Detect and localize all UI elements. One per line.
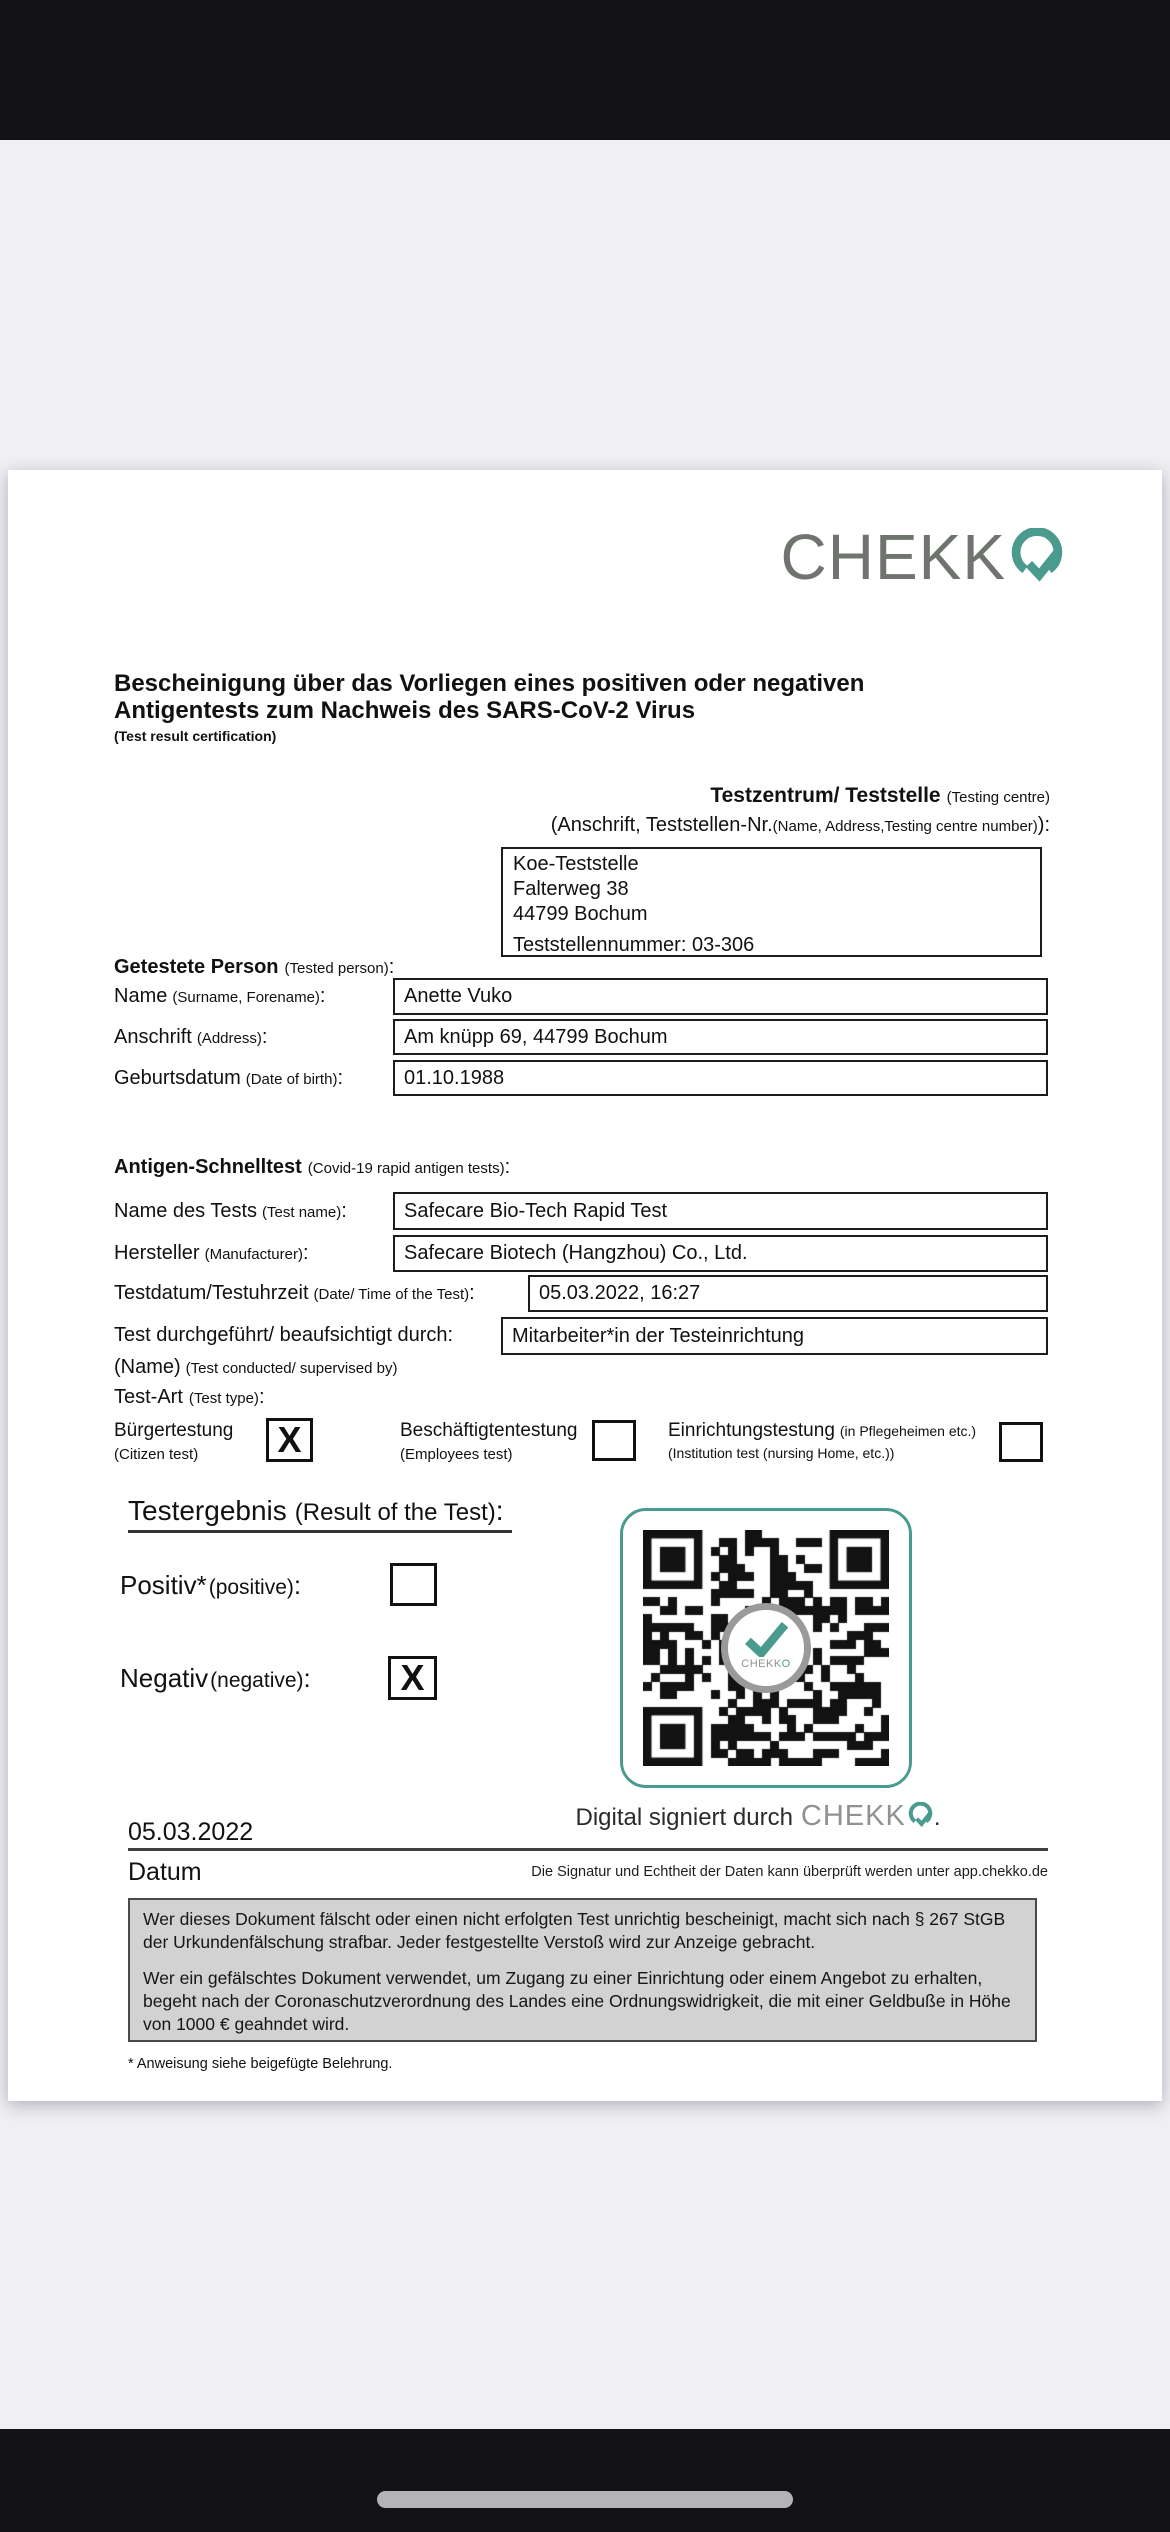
institution-test-label-en: (Institution test (nursing Home, etc.)) xyxy=(668,1445,895,1461)
name-value-box xyxy=(393,978,1048,1015)
signature-date-label: Datum xyxy=(128,1858,202,1886)
certificate-page[interactable] xyxy=(8,470,1162,2101)
citizen-test-label-en: (Citizen test) xyxy=(114,1446,199,1463)
test-type-heading-en: (Test type) xyxy=(188,1390,259,1407)
tested-person-heading-de: Getestete Person xyxy=(114,956,279,978)
label-text: Name des Tests xyxy=(114,1200,258,1222)
test-centre-address-label: (Anschrift, Teststellen-Nr. xyxy=(550,814,773,836)
bottom-bar xyxy=(0,2429,1170,2532)
manufacturer-field-label xyxy=(114,1242,309,1265)
rapid-test-heading-en: (Covid-19 rapid antigen tests) xyxy=(307,1160,505,1177)
negative-label xyxy=(120,1663,311,1694)
checkbox-mark: X xyxy=(277,1419,302,1460)
employees-test-label-en: (Employees test) xyxy=(400,1446,513,1463)
label-text: Testdatum/Testuhrzeit xyxy=(114,1282,309,1304)
tested-person-heading-en: (Tested person) xyxy=(284,960,389,977)
result-heading-colon: : xyxy=(495,1495,504,1526)
title-line-2: Antigentests zum Nachweis des SARS-CoV-2 Virus xyxy=(114,697,696,724)
birthdate-value: 01.10.1988 xyxy=(404,1066,505,1089)
signature-date: 05.03.2022 xyxy=(128,1818,254,1846)
birthdate-field-label xyxy=(114,1067,343,1090)
conducted-by-name-label xyxy=(114,1356,397,1379)
testname-value: Safecare Bio-Tech Rapid Test xyxy=(404,1199,668,1222)
address-value: Am knüpp 69, 44799 Bochum xyxy=(404,1025,668,1048)
tested-person-heading-colon: : xyxy=(388,956,395,978)
label-en: (negative) xyxy=(210,1669,304,1692)
institution-test-checkbox xyxy=(999,1422,1043,1462)
label-text: Einrichtungstestung xyxy=(668,1420,835,1441)
chekko-logo-small-text: CHEKK xyxy=(800,1800,906,1832)
label-colon: : xyxy=(303,1663,311,1693)
test-centre-street: Falterweg 38 xyxy=(513,878,629,900)
tested-person-heading xyxy=(114,956,394,979)
label-en: (Test conducted/ supervised by) xyxy=(185,1360,398,1377)
test-type-heading-colon: : xyxy=(258,1386,265,1408)
manufacturer-value-box xyxy=(393,1235,1048,1272)
footnote: * Anweisung siehe beigefügte Belehrung. xyxy=(128,2056,393,2072)
label-colon: : xyxy=(337,1067,343,1089)
test-centre-address-label-suffix: ): xyxy=(1037,814,1050,836)
institution-test-label xyxy=(668,1420,976,1442)
qr-code-frame xyxy=(620,1508,912,1788)
qr-logo-text: CHEKKO xyxy=(741,1658,791,1670)
signature-rule xyxy=(128,1848,1048,1851)
digital-signature-line xyxy=(458,1800,1058,1833)
test-centre-heading-en: (Testing centre) xyxy=(946,789,1050,806)
conducted-by-value-box xyxy=(501,1317,1048,1355)
rapid-test-heading-de: Antigen-Schnelltest xyxy=(114,1156,302,1178)
test-centre-address-box xyxy=(501,847,1042,957)
address-field-label xyxy=(114,1026,267,1049)
label-en: (Manufacturer) xyxy=(204,1246,303,1263)
positive-checkbox xyxy=(390,1563,437,1606)
conducted-by-value: Mitarbeiter*in der Testeinrichtung xyxy=(512,1324,805,1347)
label-text: Test durchgeführt/ beaufsichtigt durch: xyxy=(114,1324,454,1346)
testname-field-label xyxy=(114,1200,347,1223)
testdate-field-label xyxy=(114,1282,475,1305)
employees-test-checkbox xyxy=(592,1420,636,1461)
test-type-heading-de: Test-Art xyxy=(114,1386,183,1408)
result-heading xyxy=(128,1496,512,1533)
name-value: Anette Vuko xyxy=(404,985,513,1007)
name-field-label xyxy=(114,985,325,1008)
citizen-test-label xyxy=(114,1420,233,1442)
label-text: Negativ xyxy=(120,1663,209,1693)
label-en: (Surname, Forename) xyxy=(172,989,320,1006)
test-centre-name: Koe-Teststelle xyxy=(513,853,639,875)
rapid-test-heading-colon: : xyxy=(504,1156,511,1178)
label-text: (Name) xyxy=(114,1356,181,1378)
birthdate-value-box xyxy=(393,1060,1048,1096)
label-text: Positiv* xyxy=(120,1570,207,1600)
chekko-logo xyxy=(781,522,1067,591)
test-type-heading xyxy=(114,1386,265,1409)
legal-notice-box xyxy=(128,1898,1037,2042)
label-en: (Date/ Time of the Test) xyxy=(313,1286,470,1303)
address-value-box xyxy=(393,1019,1048,1055)
manufacturer-value: Safecare Biotech (Hangzhou) Co., Ltd. xyxy=(404,1242,748,1264)
employees-test-label xyxy=(400,1420,577,1442)
chekko-pin-icon xyxy=(1008,528,1066,591)
checkmark-icon xyxy=(741,1619,791,1657)
test-centre-address-label-en: (Name, Address,Testing centre number) xyxy=(772,818,1038,835)
test-centre-city: 44799 Bochum xyxy=(513,903,648,925)
label-colon: : xyxy=(261,1026,268,1048)
label-en: (Test name) xyxy=(262,1204,342,1221)
negative-checkbox xyxy=(388,1656,437,1700)
label-text: Hersteller xyxy=(114,1242,200,1264)
label-suffix: (in Pflegeheimen etc.) xyxy=(839,1423,977,1439)
label-colon: : xyxy=(302,1242,309,1264)
title-subtitle: (Test result certification) xyxy=(114,728,277,744)
label-text: Name xyxy=(114,985,168,1007)
label-colon: : xyxy=(469,1282,475,1304)
digital-signature-text: Digital signiert durch xyxy=(575,1804,793,1831)
chekko-pin-small-icon xyxy=(907,1802,934,1829)
label-text: Anschrift xyxy=(114,1026,192,1048)
label-colon: : xyxy=(293,1570,302,1600)
label-text: Beschäftigtentestung xyxy=(400,1420,578,1441)
qr-center-logo xyxy=(721,1603,811,1693)
test-centre-heading: Testzentrum/ Teststelle xyxy=(710,784,941,807)
test-centre-number: Teststellennummer: 03-306 xyxy=(513,934,755,956)
label-en: (Date of birth) xyxy=(245,1071,338,1088)
label-colon: : xyxy=(319,985,326,1007)
legal-paragraph-2: Wer ein gefälschtes Dokument verwendet, um Zugang zu einer Einrichtung oder einem Angebot zu erhalten, begeht nach der Coronaschutzverordnung des Landes eine Ordnungswidrigkeit, die mit einer Geldbuße in Höhe von 1000 € geahndet wird. xyxy=(143,1968,1011,2034)
label-en: (positive) xyxy=(208,1576,294,1599)
status-bar xyxy=(0,0,1170,140)
certificate-title xyxy=(114,670,864,744)
testdate-value-box xyxy=(528,1275,1048,1312)
positive-label xyxy=(120,1570,301,1601)
result-heading-en: (Result of the Test) xyxy=(294,1499,496,1526)
checkbox-mark: X xyxy=(400,1657,425,1698)
test-centre-header xyxy=(551,784,1050,837)
citizen-test-checkbox xyxy=(266,1418,313,1462)
label-text: Geburtsdatum xyxy=(114,1067,241,1089)
title-line-1: Bescheinigung über das Vorliegen eines positiven oder negativen xyxy=(114,670,865,697)
label-text: Bürgertestung xyxy=(114,1420,234,1441)
label-colon: : xyxy=(341,1200,347,1222)
home-indicator[interactable] xyxy=(377,2491,793,2508)
testname-value-box xyxy=(393,1192,1048,1230)
period: . xyxy=(933,1804,941,1831)
chekko-logo-text: CHEKK xyxy=(780,520,1006,593)
testdate-value: 05.03.2022, 16:27 xyxy=(539,1282,701,1304)
signature-verify-note: Die Signatur und Echtheit der Daten kann überprüft werden unter app.chekko.de xyxy=(531,1864,1048,1880)
conducted-by-label xyxy=(114,1324,453,1347)
legal-paragraph-1: Wer dieses Dokument fälscht oder einen nicht erfolgten Test unrichtig bescheinigt, macht sich nach § 267 StGB der Urkundenfälschung strafbar. Jeder festgestellte Verstoß wird zur Anzeige gebracht. xyxy=(143,1909,1006,1952)
result-heading-de: Testergebnis xyxy=(128,1495,287,1526)
label-en: (Address) xyxy=(196,1030,262,1047)
rapid-test-heading xyxy=(114,1156,510,1179)
